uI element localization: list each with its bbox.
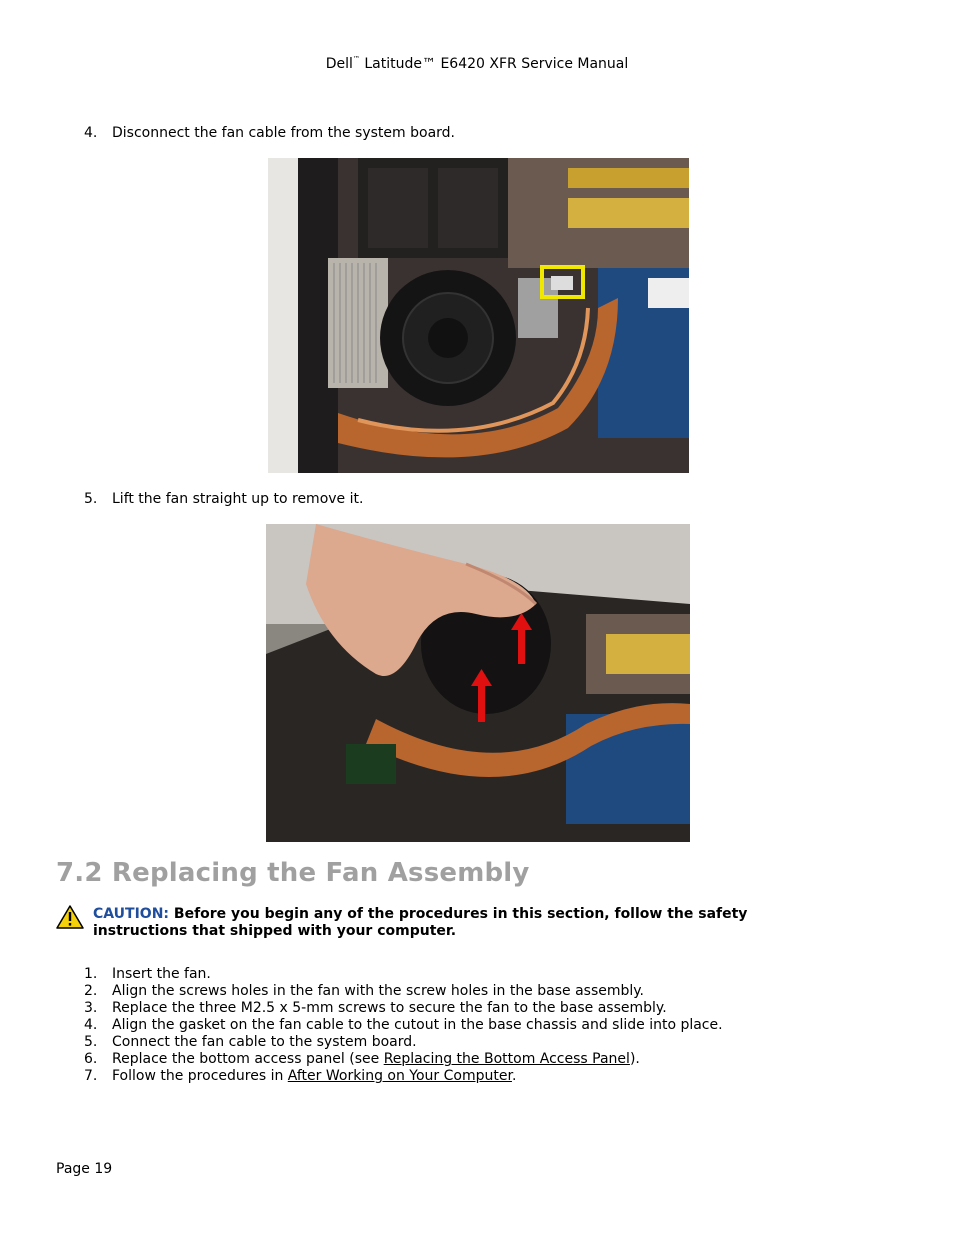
- list-item: [84, 966, 723, 983]
- step-text: Follow the procedures in: [112, 1068, 288, 1084]
- list-item: [84, 1068, 723, 1085]
- step-5-lift-fan: [84, 491, 363, 508]
- step-text: Align the gasket on the fan cable to the cutout in the base chassis and slide into place.: [112, 1017, 723, 1033]
- warning-triangle-icon: [56, 905, 84, 933]
- header-title: Latitude™ E6420 XFR Service Manual: [359, 56, 629, 72]
- step-text-end: ).: [629, 1051, 640, 1067]
- step-number: 3.: [84, 1000, 98, 1016]
- step-text-end: .: [511, 1068, 517, 1084]
- section-heading: 7.2 Replacing the Fan Assembly: [56, 858, 530, 888]
- list-item: [84, 1051, 723, 1068]
- step-text: Align the screws holes in the fan with the screw holes in the base assembly.: [112, 983, 645, 999]
- step-text: Disconnect the fan cable from the system board.: [112, 125, 455, 141]
- step-text: Lift the fan straight up to remove it.: [112, 491, 364, 507]
- step-number: 5.: [84, 491, 98, 507]
- caution-label: CAUTION:: [93, 906, 170, 922]
- page-number: Page 19: [56, 1161, 113, 1177]
- lift-fan-photo: [266, 524, 690, 842]
- fan-cable-photo: [268, 158, 689, 473]
- step-text: Insert the fan.: [112, 966, 211, 982]
- step-4-disconnect-cable: [84, 125, 455, 142]
- step-text: Replace the three M2.5 x 5-mm screws to secure the fan to the base assembly.: [112, 1000, 667, 1016]
- caution-text: [93, 906, 773, 940]
- document-header: [0, 55, 954, 72]
- step-number: 2.: [84, 983, 98, 999]
- after-working-on-computer-link[interactable]: After Working on Your Computer: [287, 1068, 512, 1084]
- trademark-mark: ™: [352, 55, 360, 63]
- list-item: [84, 1034, 723, 1051]
- step-number: 7.: [84, 1068, 98, 1084]
- step-text: Replace the bottom access panel (see: [112, 1051, 384, 1067]
- step-number: 4.: [84, 125, 98, 141]
- list-item: [84, 983, 723, 1000]
- caution-body: Before you begin any of the procedures in this section, follow the safety instructions that shipped with your computer.: [93, 906, 748, 939]
- replacement-steps-list: [84, 966, 723, 1085]
- step-number: 5.: [84, 1034, 98, 1050]
- step-number: 1.: [84, 966, 98, 982]
- step-number: 4.: [84, 1017, 98, 1033]
- list-item: [84, 1017, 723, 1034]
- step-text: Connect the fan cable to the system board.: [112, 1034, 417, 1050]
- replacing-bottom-access-panel-link[interactable]: Replacing the Bottom Access Panel: [383, 1051, 630, 1067]
- header-brand: Dell: [325, 56, 353, 72]
- step-number: 6.: [84, 1051, 98, 1067]
- list-item: [84, 1000, 723, 1017]
